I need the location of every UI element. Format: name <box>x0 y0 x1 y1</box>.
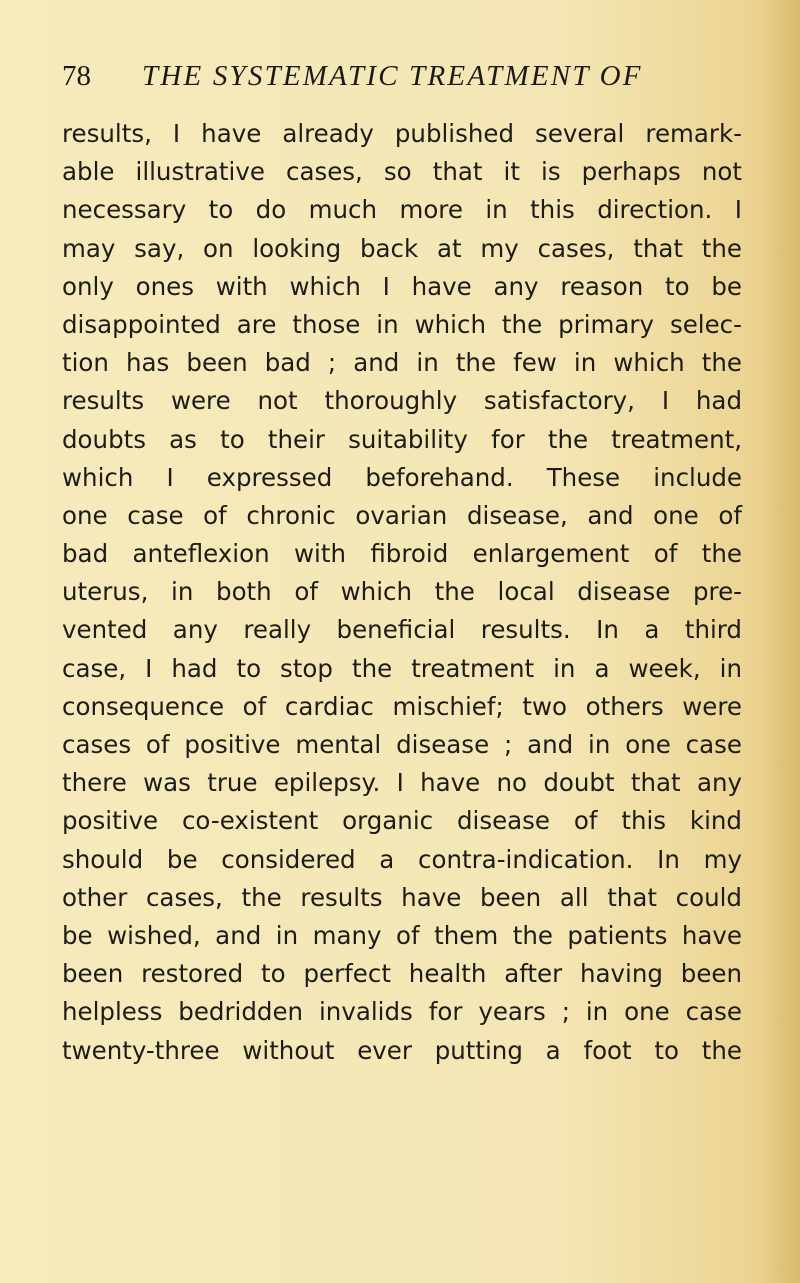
text-line: been restored to perfect health after having been <box>62 959 742 989</box>
text-line: bad anteflexion with fibroid enlargement of the <box>62 539 742 569</box>
text-line: may say, on looking back at my cases, that the <box>62 233 742 263</box>
text-line: able illustrative cases, so that it is perhaps not <box>62 157 742 187</box>
text-line: helpless bedridden invalids for years ; in one case <box>62 997 742 1027</box>
text-line: positive co-existent organic disease of this kind <box>62 806 742 836</box>
text-line: be wished, and in many of them the patients have <box>62 920 742 950</box>
text-line: other cases, the results have been all that could <box>62 882 742 912</box>
text-line: should be considered a contra-indication. In my <box>62 844 742 874</box>
text-line: results, I have already published several remark- <box>62 119 742 148</box>
page-edge-shading <box>762 0 800 1283</box>
text-line: case, I had to stop the treatment in a week, in <box>62 653 742 683</box>
text-line: necessary to do much more in this direction. I <box>62 195 742 225</box>
text-line: which I expressed beforehand. These include <box>62 462 742 492</box>
text-line: tion has been bad ; and in the few in which the <box>62 348 742 378</box>
body-text <box>62 115 742 1070</box>
text-line: consequence of cardiac mischief; two others were <box>62 691 742 721</box>
text-line: disappointed are those in which the primary selec- <box>62 309 742 339</box>
text-line: only ones with which I have any reason to be <box>62 271 742 301</box>
page-header <box>62 60 762 100</box>
text-line: results were not thoroughly satisfactory, I had <box>62 386 742 416</box>
text-line: twenty-three without ever putting a foot to the <box>62 1035 742 1065</box>
page-number: 78 <box>62 60 91 92</box>
text-line: doubts as to their suitability for the treatment, <box>62 424 742 454</box>
text-line: uterus, in both of which the local disease pre- <box>62 577 742 607</box>
text-line: vented any really beneficial results. In a third <box>62 615 742 645</box>
text-line: there was true epilepsy. I have no doubt that any <box>62 768 742 798</box>
text-line: one case of chronic ovarian disease, and one of <box>62 500 742 530</box>
text-line: cases of positive mental disease ; and in one case <box>62 730 742 759</box>
running-head: THE SYSTEMATIC TREATMENT OF <box>142 60 643 92</box>
